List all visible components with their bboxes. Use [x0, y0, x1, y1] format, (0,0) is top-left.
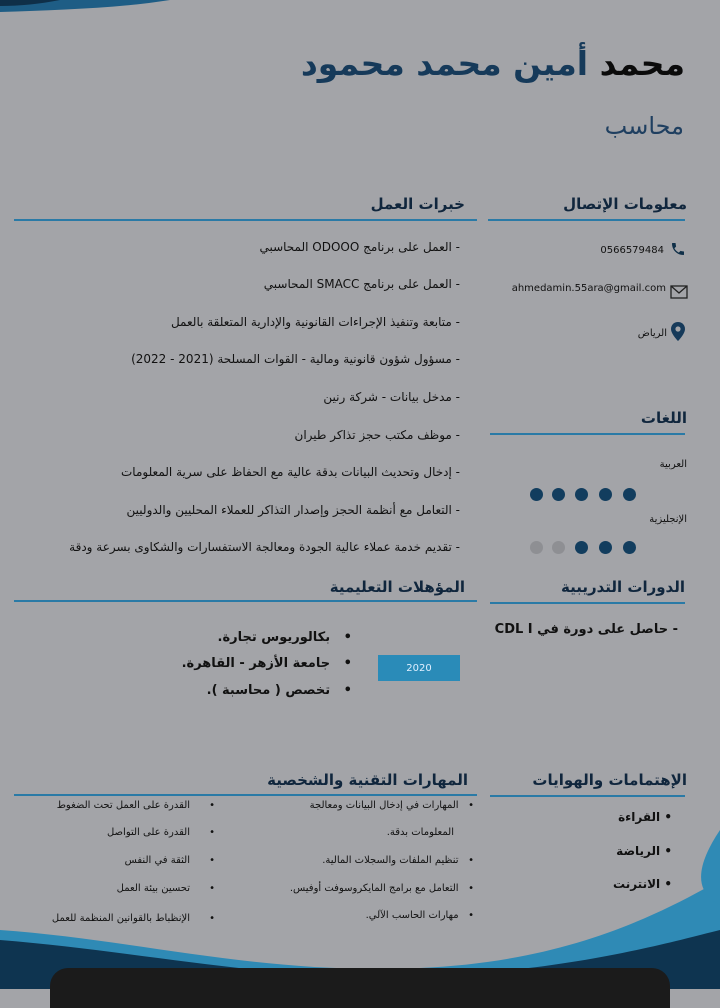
- education-year: 2020: [378, 655, 460, 681]
- language-level-dot: [530, 541, 543, 554]
- experience-item: - متابعة وتنفيذ الإجراءات القانونية والإدارية المتعلقة بالعمل: [170, 315, 460, 329]
- language-level-dot: [552, 541, 565, 554]
- language-level-dot: [623, 488, 636, 501]
- language-level-dot: [623, 541, 636, 554]
- courses-title: الدورات التدريبية: [560, 578, 685, 596]
- language-level-dot: [599, 541, 612, 554]
- education-rule: [14, 600, 477, 602]
- experience-rule: [14, 219, 477, 221]
- skills-rule: [14, 794, 477, 796]
- language-level-dot: [599, 488, 612, 501]
- language-level-dot: [530, 488, 543, 501]
- experience-title: خبرات العمل: [370, 195, 465, 213]
- language-level-dot: [575, 541, 588, 554]
- personal-skill-item: • القدرة على العمل تحت الضغوط: [56, 800, 215, 811]
- location: الرياض: [637, 328, 667, 339]
- experience-item: - موظف مكتب حجز تذاكر طيران: [294, 428, 460, 442]
- location-pin-icon: [671, 322, 685, 341]
- personal-skill-item: • الإنظباط بالقوانين المنظمة للعمل: [51, 913, 215, 924]
- experience-item: - إدخال وتحديث البيانات بدقة عالية مع الحفاظ على سرية المعلومات: [121, 465, 460, 479]
- contact-title: معلومات الإتصال: [563, 195, 687, 213]
- experience-item: - التعامل مع أنظمة الحجز وإصدار التذاكر للعملاء المحليين والدوليين: [126, 503, 460, 517]
- skills-title: المهارات التقنية والشخصية: [267, 771, 468, 789]
- hobbies-title: الإهتمامات والهوايات: [532, 771, 687, 789]
- first-name: محمد: [599, 44, 685, 83]
- contact-rule: [488, 219, 685, 221]
- language-name: الإنجليزية: [649, 514, 687, 525]
- experience-item: - مسؤول شؤون قانونية ومالية - القوات المسلحة (2021 - 2022): [131, 352, 460, 366]
- job-title: محاسب: [604, 112, 684, 140]
- experience-item: - العمل على برنامج ODOOO المحاسبي: [259, 240, 460, 254]
- tech-skill-item: • مهارات الحاسب الآلي.: [365, 910, 474, 921]
- email-icon: [670, 284, 688, 298]
- email-address: ahmedamin.55ara@gmail.com: [511, 283, 666, 294]
- hobby-item: • الرياضة: [616, 844, 672, 858]
- experience-item: - مدخل بيانات - شركة رنين: [323, 390, 460, 404]
- bottom-bar: [50, 968, 670, 1008]
- tech-skill-item: • تنظيم الملفات والسجلات المالية.: [322, 855, 474, 866]
- languages-title: اللغات: [640, 409, 687, 427]
- language-level-dot: [575, 488, 588, 501]
- experience-item: - العمل على برنامج SMACC المحاسبي: [263, 277, 460, 291]
- education-item: • جامعة الأزهر - القاهرة.: [181, 656, 352, 671]
- courses-rule: [490, 602, 685, 604]
- full-name: [301, 44, 685, 83]
- experience-item: - تقديم خدمة عملاء عالية الجودة ومعالجة الاستفسارات والشكاوى بسرعة ودقة: [69, 540, 460, 554]
- language-name: العربية: [659, 459, 687, 470]
- language-level-dot: [552, 488, 565, 501]
- tech-skill-item: • التعامل مع برامج المايكروسوفت أوفيس.: [289, 883, 474, 894]
- education-item: • تخصص ( محاسبة ).: [206, 683, 352, 698]
- tech-skill-item: المعلومات بدقة.: [386, 827, 454, 838]
- hobby-item: • القراءة: [618, 810, 672, 824]
- phone-icon: [670, 241, 686, 257]
- phone-number: 0566579484: [600, 245, 664, 256]
- hobby-item: • الانترنت: [613, 877, 672, 891]
- education-item: • بكالوريوس تجارة.: [217, 630, 352, 645]
- tech-skill-item: • المهارات في إدخال البيانات ومعالجة: [309, 800, 474, 811]
- course-item: - حاصل على دورة في CDL I: [494, 622, 678, 637]
- personal-skill-item: • القدرة على التواصل: [106, 827, 215, 838]
- hobbies-rule: [490, 795, 685, 797]
- personal-skill-item: • تحسين بيئة العمل: [116, 883, 215, 894]
- education-title: المؤهلات التعليمية: [329, 578, 465, 596]
- rest-name: أمين محمد محمود: [300, 44, 589, 83]
- personal-skill-item: • الثقة في النفس: [124, 855, 215, 866]
- languages-rule: [490, 433, 685, 435]
